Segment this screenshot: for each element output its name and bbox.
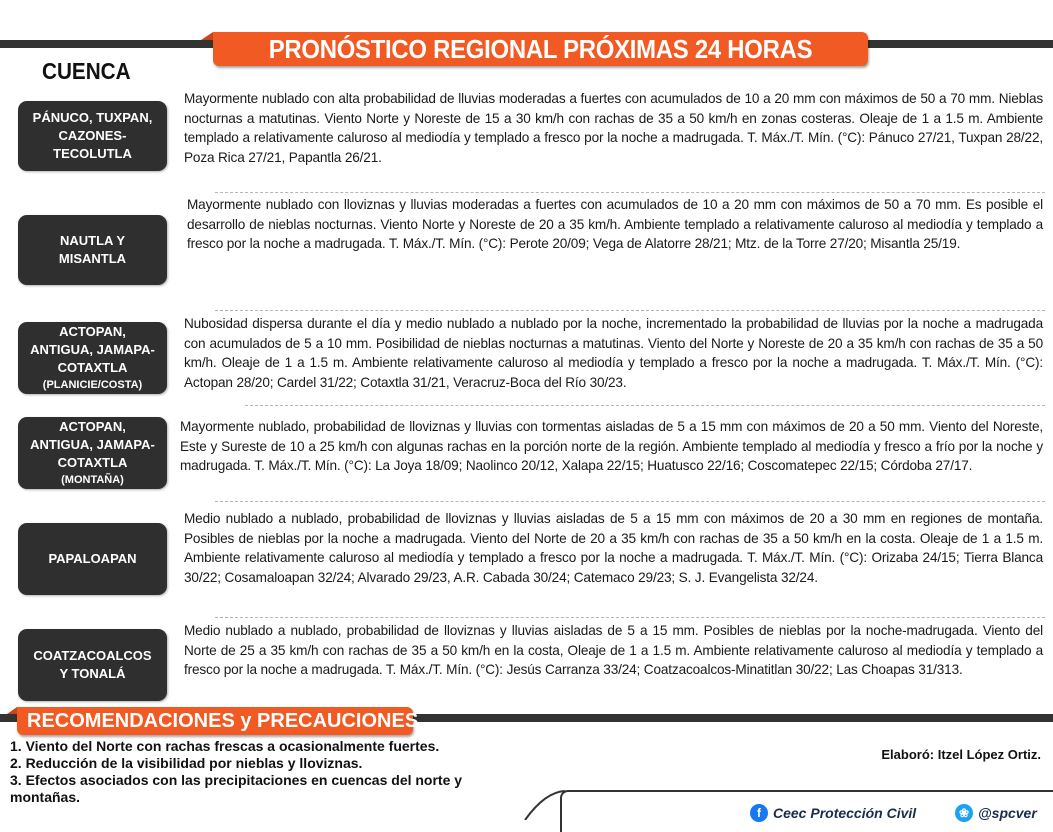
recommendation-item: 1. Viento del Norte con rachas frescas a ocasionalmente fuertes. <box>10 738 440 754</box>
divider <box>215 501 1045 502</box>
twitter-link[interactable] <box>955 804 1037 822</box>
region-name-line: ANTIGUA, JAMAPA- <box>30 437 155 452</box>
divider <box>215 617 1045 618</box>
author-credit: Elaboró: Itzel López Ortiz. <box>881 747 1041 762</box>
region-name-line: COTAXTLA <box>57 455 128 470</box>
region-name-line: MISANTLA <box>58 251 127 266</box>
region-name-line: COATZACOALCOS <box>33 648 152 663</box>
region-name-line: ANTIGUA, JAMAPA- <box>30 342 155 357</box>
region-name-line: Y TONALÁ <box>59 666 126 681</box>
divider <box>215 310 1045 311</box>
region-label <box>18 523 167 595</box>
region-description: Mayormente nublado, probabilidad de lloviznas y lluvias con tormentas aisladas de 5 a 15 mm con máximos de 20 a 50 mm. Viento del Noreste, Este y Sureste de 10 a 25 km/h con algunas rachas en la porción norte de la región. Ambiente templado al mediodía y fresco a frío por la noche y madrugada. T. Máx./T. Mín. (°C): La Joya 18/09; Naolinco 20/12, Xalapa 22/15; Huatusco 22/16; Coscomatepec 22/15; Córdoba 27/17. <box>180 419 1043 473</box>
region-name-line: PÁNUCO, TUXPAN, <box>32 110 153 125</box>
recommendation-item: 3. Efectos asociados con las precipitaciones en cuencas del norte y montañas. <box>10 772 463 805</box>
facebook-icon: f <box>750 804 768 822</box>
facebook-label: Ceec Protección Civil <box>773 805 917 821</box>
region-subtitle: (MONTAÑA) <box>61 474 124 486</box>
region-name-line: CAZONES- <box>58 128 127 143</box>
region-label <box>18 101 167 171</box>
region-label <box>18 417 167 489</box>
region-name-line: ACTOPAN, <box>59 324 126 339</box>
region-description: Medio nublado a nublado, probabilidad de lloviznas y lluvias aisladas de 5 a 15 mm. Posibles de nieblas por la noche-madrugada. Viento del Norte de 25 a 35 km/h con rachas de 35 a 50 km/h en la costa, Oleaje de 1 a 1.5 m. Ambiente relativamente caluroso al mediodía y templado a fresco por la noche a madrugada. T. Máx./T. Mín. (°C): Jesús Carranza 33/24; Coatzacoalcos-Minatitlan 30/22; Las Choapas 31/313. <box>184 623 1043 677</box>
region-label <box>18 215 167 285</box>
recommendations-list <box>10 738 530 806</box>
region-description: Mayormente nublado con lloviznas y lluvias moderadas a fuertes con acumulados de 10 a 20 mm con máximos de 50 a 70 mm. Es posible el desarrollo de nieblas nocturnas. Viento Norte y Noreste de 20 a 35 km/h. Ambiente templado a relativamente caluroso al mediodía y templado a fresco por la noche a madrugada. T. Máx./T. Mín. (°C): Perote 20/09; Vega de Alatorre 28/21; Mtz. de la Torre 27/20; Misantla 25/19. <box>187 197 1043 251</box>
region-name-line: TECOLUTLA <box>53 146 132 161</box>
region-label <box>18 322 167 394</box>
divider <box>245 405 1045 406</box>
recommendations-title: RECOMENDACIONES y PRECAUCIONES <box>27 710 419 732</box>
region-label <box>18 629 167 701</box>
recommendations-banner <box>17 707 419 735</box>
title-banner <box>213 32 868 66</box>
region-description: Mayormente nublado con alta probabilidad de lluvias moderadas a fuertes con acumulados de 10 a 20 mm con máximos de 50 a 70 mm. Nieblas nocturnas a matutinas. Viento Norte y Noreste de 15 a 30 km/h con rachas de 35 a 50 km/h en zonas costeras. Oleaje de 1 a 1.5 m. Ambiente templado a relativamente caluroso al mediodía y templado a fresco por la noche a madrugada. T. Máx./T. Mín. (°C): Pánuco 27/21, Tuxpan 28/22, Poza Rica 27/21, Papantla 26/21. <box>184 91 1043 165</box>
page-title: PRONÓSTICO REGIONAL PRÓXIMAS 24 HORAS <box>268 34 813 64</box>
region-subtitle: (PLANICIE/COSTA) <box>42 379 143 391</box>
twitter-label: @spcver <box>978 805 1037 821</box>
region-description: Medio nublado a nublado, probabilidad de lloviznas y lluvias aisladas de 5 a 15 mm con máximos de 20 a 30 mm en regiones de montaña. Posibles de nieblas por la noche a madrugada. Viento del Norte de 20 a 35 km/h con rachas de 35 a 50 km/h en la costa. Oleaje de 1 a 1.5 m. Ambiente relativamente caluroso al mediodía y templado a fresco por la noche a madrugada. T. Máx./T. Mín. (°C): Orizaba 24/15; Tierra Blanca 30/22; Cosamaloapan 32/24; Alvarado 29/23, A.R. Cabada 30/24; Catemaco 29/23; S. J. Evangelista 32/24. <box>184 511 1043 585</box>
region-name-line: NAUTLA Y <box>60 233 125 248</box>
divider <box>215 192 1045 193</box>
twitter-icon: ❀ <box>955 804 973 822</box>
region-description: Nubosidad dispersa durante el día y medio nublado a nublado por la noche, incrementado la probabilidad de lluvias por la noche a madrugada con acumulados de 5 a 10 mm. Posibilidad de nieblas nocturnas a matutinas. Viento del Norte y Noreste de 20 a 35 km/h con rachas de 35 a 50 km/h. Oleaje de 1 a 1.5 m. Ambiente relativamente caluroso al mediodía y templado a fresco por la noche a madrugada. T. Máx./T. Mín. (°C): Actopan 28/20; Cardel 31/22; Cotaxtla 31/21, Veracruz-Boca del Río 30/23. <box>184 316 1043 390</box>
region-name-line: PAPALOAPAN <box>48 551 137 566</box>
column-label: CUENCA <box>42 58 131 84</box>
region-name-line: ACTOPAN, <box>59 419 126 434</box>
recommendation-item: 2. Reducción de la visibilidad por nieblas y lloviznas. <box>10 755 363 771</box>
facebook-link[interactable] <box>750 804 916 822</box>
region-name-line: COTAXTLA <box>57 360 128 375</box>
